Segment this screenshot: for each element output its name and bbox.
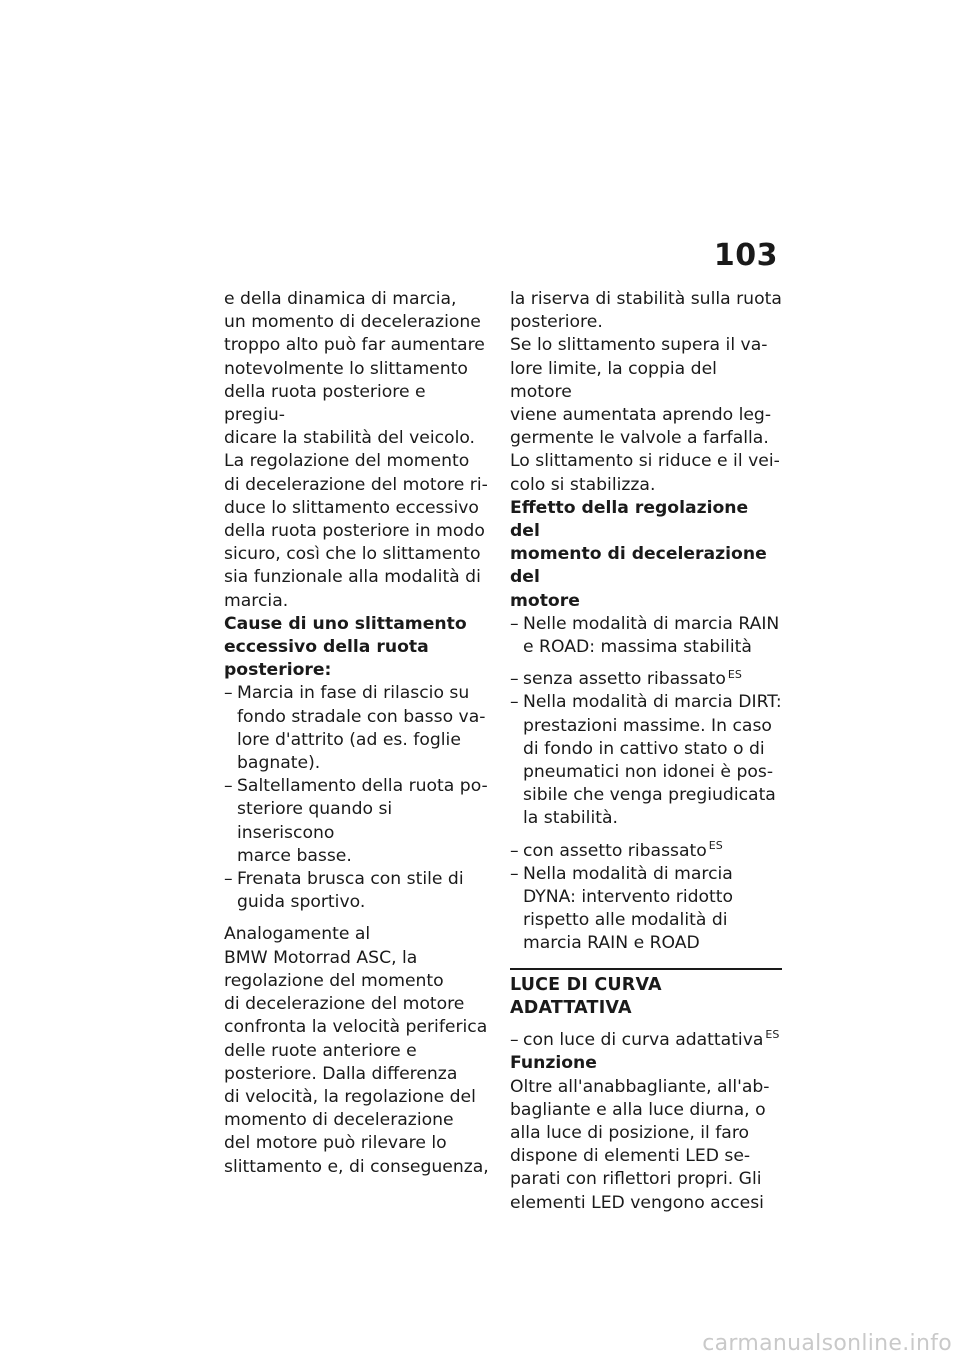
sup-es: ES xyxy=(708,838,723,852)
option-lowered: – con assetto ribassato $^{ES}$ xyxy=(510,838,723,861)
paragraph-limit: Se lo slittamento supera il va- lore limite, la coppia del motore viene aumentata aprendo leg- germente le valvole a farfalla. xyxy=(510,335,772,449)
mode-item-dirt: – Nella modalità di marcia DIRT: prestazioni massime. In caso di fondo in cattivo stato o di pneumatici non idonei è pos- sibile che venga pregiudicata la stabilità. xyxy=(510,692,782,829)
paragraph-function: Oltre all'anabbagliante, all'ab- bagliante e alla luce diurna, o alla luce di posizione, il faro dispone di elementi LED se- parati con riflettori propri. Gli elementi LED vengono accesi xyxy=(510,1076,770,1213)
paragraph-asc: Analogamente al BMW Motorrad ASC, la regolazione del momento di decelerazione del motore confronta la velocità periferica delle ruote anteriore e posteriore. Dalla differenza di velocità, la regolazione del momento di decelerazione del motore può rilevare lo slittamento e, di conseguenza, xyxy=(224,924,489,1177)
right-column xyxy=(510,288,782,1215)
option-adaptive-light: – con luce di curva adattativa $^{ES}$ xyxy=(510,1028,780,1051)
cause-item: – Marcia in fase di rilascio su fondo stradale con basso va- lore d'attrito (ad es. foglie bagnate). xyxy=(224,683,486,774)
watermark-footer: carmanualsonline.info xyxy=(702,1331,952,1356)
paragraph-intro: e della dinamica di marcia, un momento di decelerazione troppo alto può far aumentare notevolmente lo slittamento della ruota posteriore e pregiu- dicare la stabilità del veicolo. xyxy=(224,289,485,449)
mode-item-dyna: – Nella modalità di marcia DYNA: intervento ridotto rispetto alle modalità di marcia RAIN e ROAD xyxy=(510,863,734,954)
sup-es: ES xyxy=(727,667,742,681)
page-number: 103 xyxy=(713,238,778,273)
effect-heading: Effetto della regolazione del momento di decelerazione del motore xyxy=(510,497,767,611)
mode-item-rain-road: – Nelle modalità di marcia RAIN e ROAD: massima stabilità xyxy=(510,613,780,658)
left-column xyxy=(224,288,490,1179)
paragraph-stabilize: Lo slittamento si riduce e il vei- colo si stabilizza. xyxy=(510,451,780,495)
paragraph-regulation: La regolazione del momento di decelerazione del motore ri- duce lo slittamento eccessivo della ruota posteriore in modo sicuro, così che lo slittamento sia funzionale alla modalità di marcia. xyxy=(224,451,488,611)
sup-es: ES xyxy=(765,1028,780,1042)
section-title: LUCE DI CURVA ADATTATIVA xyxy=(510,968,782,1020)
cause-item: – Frenata brusca con stile di guida sportivo. xyxy=(224,869,464,913)
option-no-lowered: – senza assetto ribassato $^{ES}$ xyxy=(510,667,742,690)
cause-item: – Saltellamento della ruota po- steriore quando si inseriscono marce basse. xyxy=(224,776,488,866)
causes-heading: Cause di uno slittamento eccessivo della ruota posteriore: xyxy=(224,613,467,681)
function-heading: Funzione xyxy=(510,1053,597,1074)
paragraph-reserve: la riserva di stabilità sulla ruota posteriore. xyxy=(510,289,782,333)
